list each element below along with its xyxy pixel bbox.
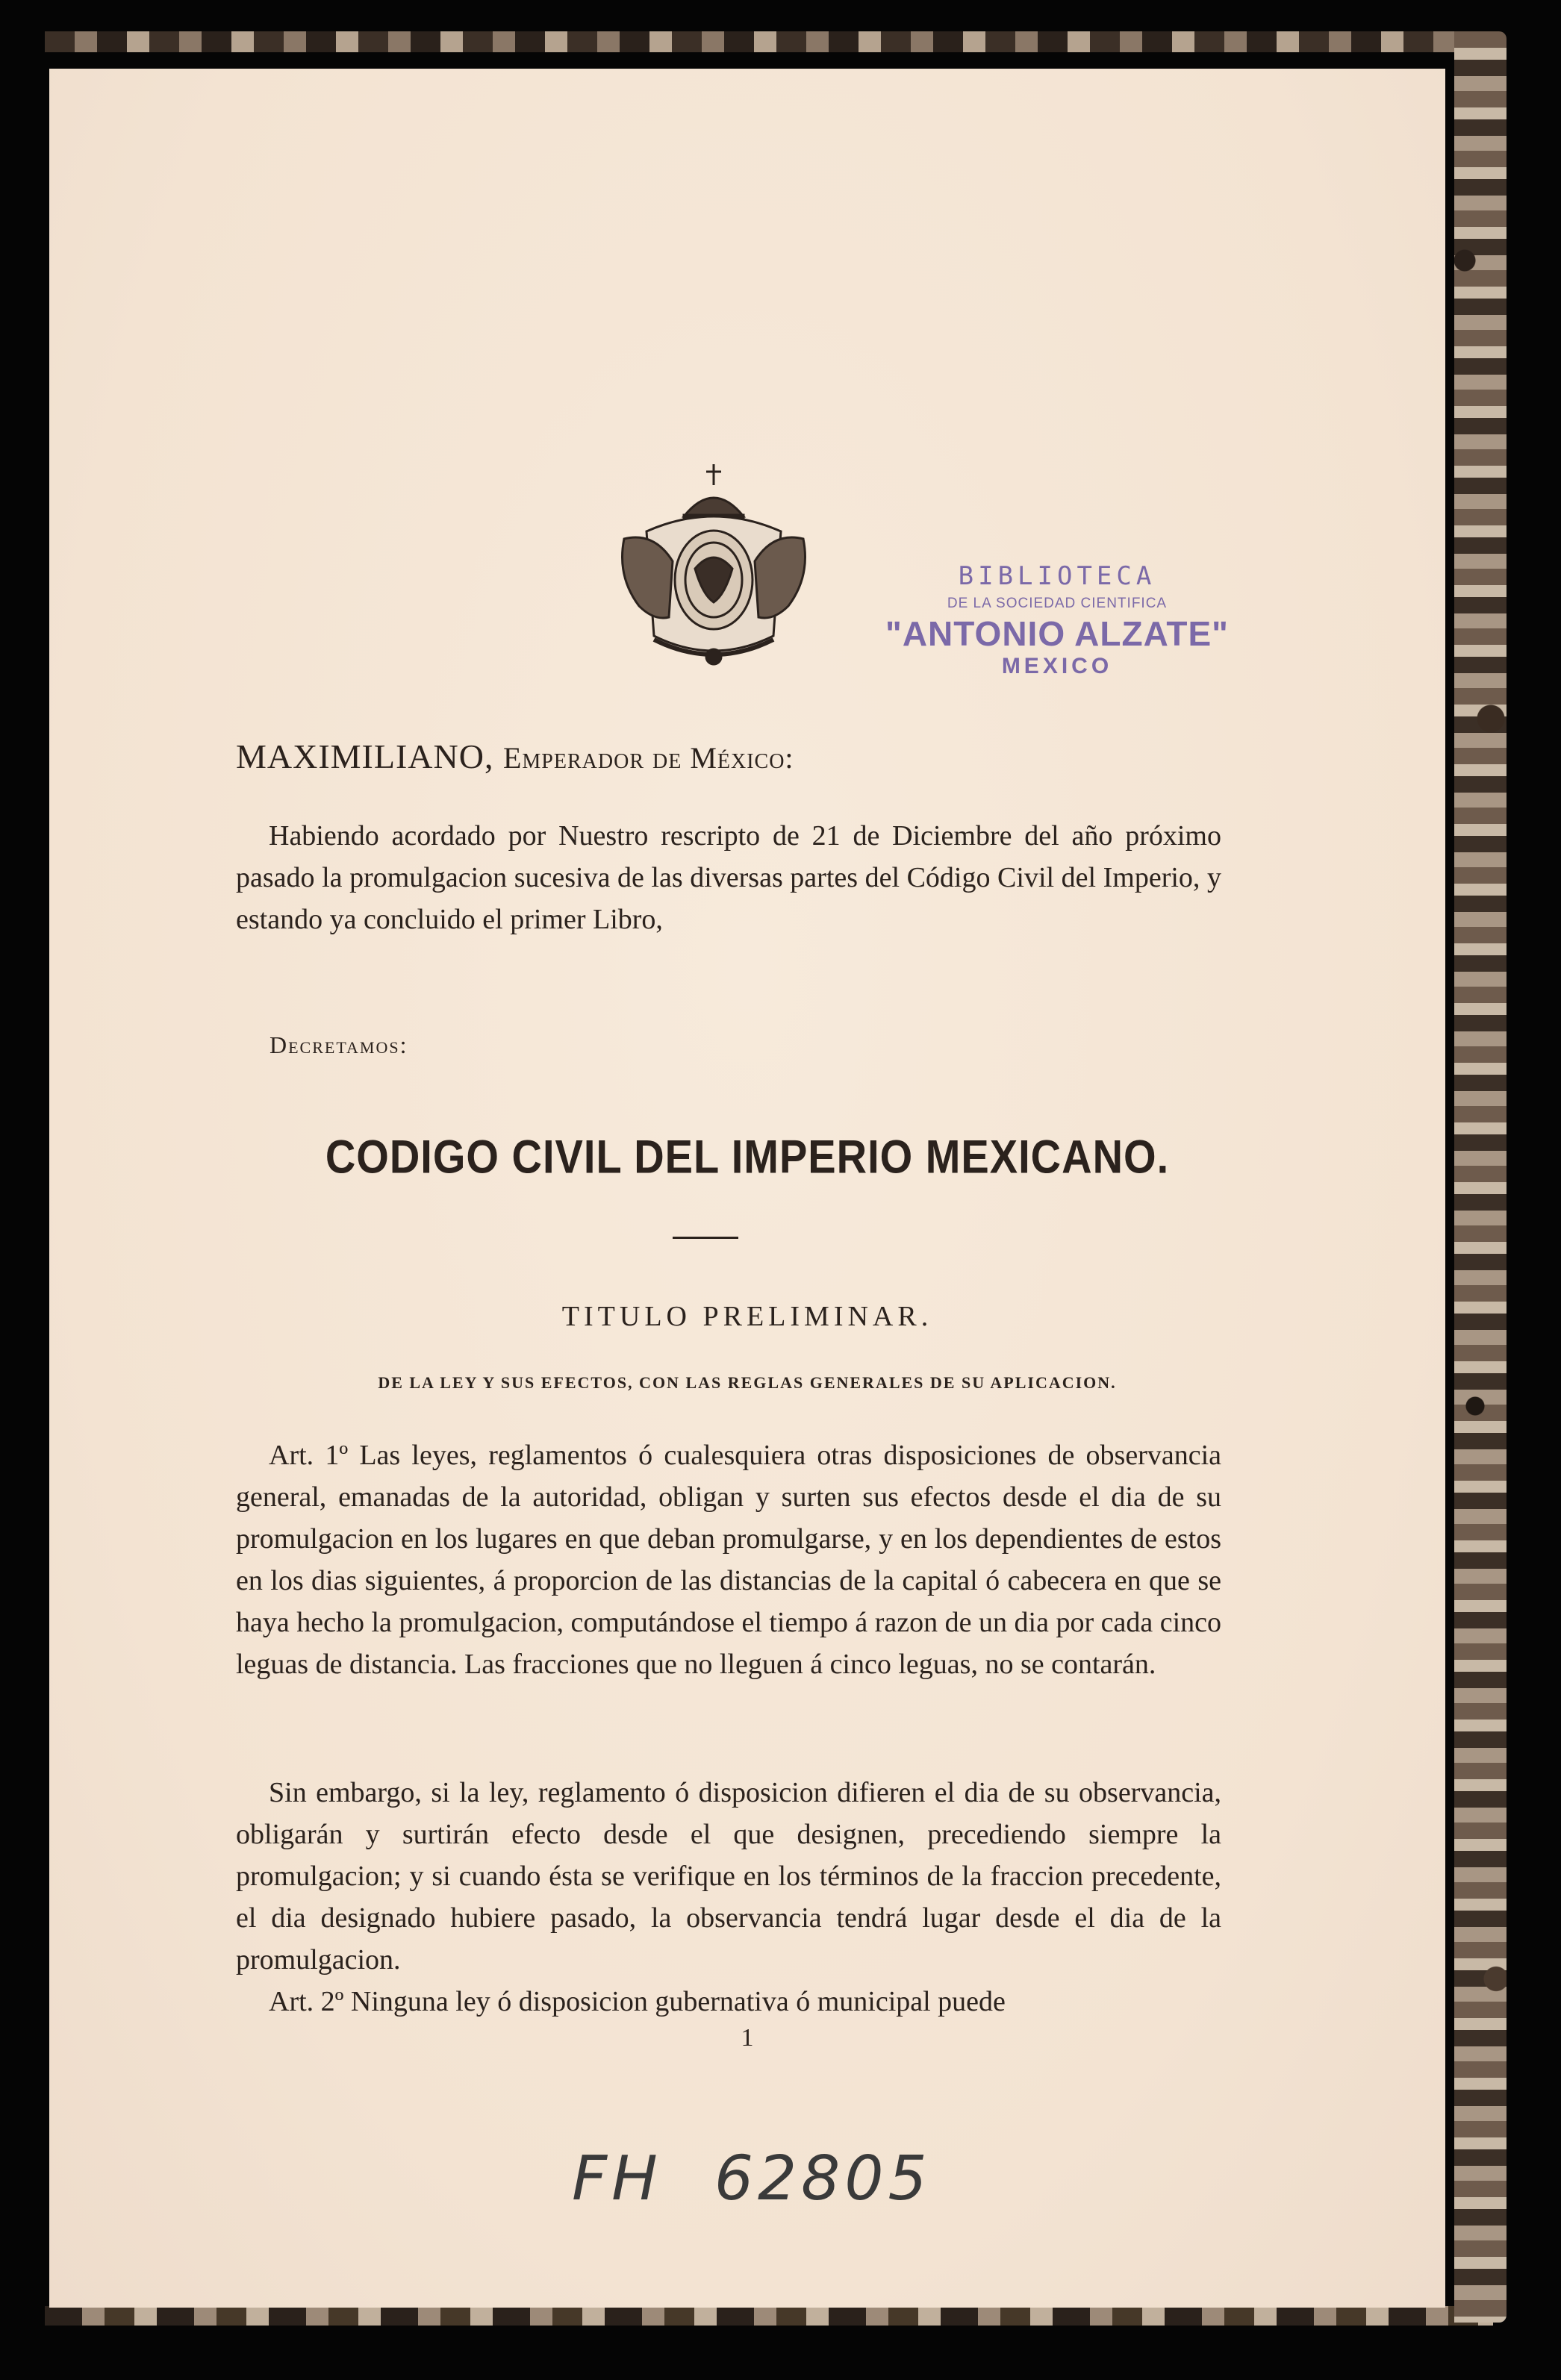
stamp-line-3: "ANTONIO ALZATE" xyxy=(885,614,1229,653)
article-1-continuation: Sin embargo, si la ley, reglamento ó disposicion difieren el dia de su observancia, obligarán y surtirán efecto desde el que designen, precediendo siempre la promulgacion; y si cuando ésta se verifique en los términos de la fraccion precedente, el dia designado hubiere pasado, la observancia tendrá lugar desde el dia de la promulgacion. xyxy=(236,1777,1221,1975)
call-number-prefix: FH xyxy=(572,2143,662,2214)
document-page xyxy=(49,69,1445,2308)
handwritten-call-number xyxy=(572,2143,932,2214)
decretamos-label: Decretamos: xyxy=(269,1031,408,1058)
emperor-title: Emperador de México: xyxy=(502,741,794,775)
page-number: 1 xyxy=(741,2024,754,2052)
title-divider xyxy=(673,1237,738,1239)
imperial-crest-icon xyxy=(602,449,826,673)
call-number-digits: 62805 xyxy=(714,2143,932,2214)
decree-heading xyxy=(236,737,794,776)
stamp-line-4: MEXICO xyxy=(1001,654,1113,678)
library-stamp xyxy=(863,561,1251,679)
article-1: Art. 1º Las leyes, reglamentos ó cualesquiera otras disposiciones de observancia general, emanadas de la autoridad, obligan y surten sus efectos desde el dia de su promulgacion en los lugares en que deban promulgarse, y en los dependientes de estos en los dias siguientes, á proporcion de las distancias de la capital ó cabecera en que se haya hecho la promulgacion, computándose el tiempo á razon de un dia por cada cinco leguas de distancia. Las fracciones que no lleguen á cinco leguas, no se contarán. xyxy=(236,1440,1221,1680)
titulo-subheading: DE LA LEY Y SUS EFECTOS, CON LAS REGLAS GENERALES DE SU APLICACION. xyxy=(378,1373,1117,1392)
book-edge-top xyxy=(45,31,1493,52)
code-title: CODIGO CIVIL DEL IMPERIO MEXICANO. xyxy=(325,1130,1170,1183)
book-edge-bottom xyxy=(45,2306,1493,2326)
book-edge-right xyxy=(1454,31,1507,2323)
stamp-line-1: BIBLIOTECA xyxy=(958,561,1156,591)
article-2-start: Art. 2º Ninguna ley ó disposicion gubernativa ó municipal puede xyxy=(269,1986,1006,2017)
intro-paragraph: Habiendo acordado por Nuestro rescripto de 21 de Diciembre del año próximo pasado la promulgacion sucesiva de las diversas partes del Código Civil del Imperio, y estando ya concluido el primer Libro, xyxy=(236,820,1221,935)
emperor-name: MAXIMILIANO, xyxy=(236,737,494,775)
stamp-line-2: DE LA SOCIEDAD CIENTIFICA xyxy=(947,596,1168,611)
titulo-heading: TITULO PRELIMINAR. xyxy=(561,1301,933,1332)
